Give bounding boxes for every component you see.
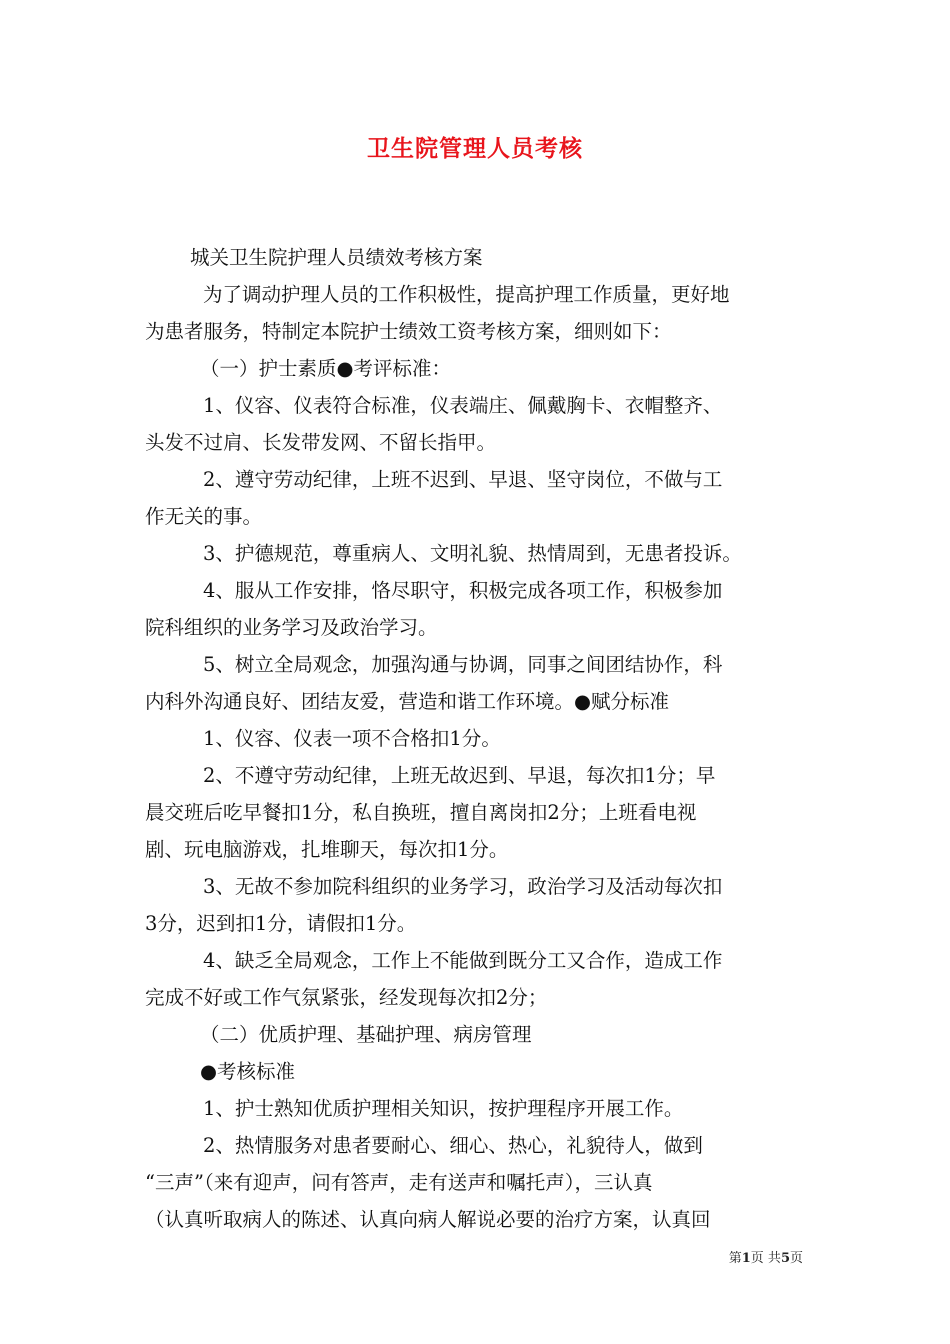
paragraph-line: 完成不好或工作气氛紧张，经发现每次扣2分； — [145, 986, 548, 1009]
paragraph-line: （一）护士素质●考评标准： — [200, 357, 452, 380]
paragraph-line: 1、仪容、仪表符合标准，仪表端庄、佩戴胸卡、衣帽整齐、 — [203, 394, 723, 417]
paragraph-line: 晨交班后吃早餐扣1分，私自换班，擅自离岗扣2分；上班看电视 — [145, 801, 697, 824]
document-title: 卫生院管理人员考核 — [367, 135, 583, 162]
document-subtitle: 城关卫生院护理人员绩效考核方案 — [190, 246, 483, 269]
paragraph-line: 2、遵守劳动纪律，上班不迟到、早退、坚守岗位，不做与工 — [203, 468, 723, 491]
paragraph-line: 头发不过肩、长发带发网、不留长指甲。 — [145, 431, 497, 454]
paragraph-line: 4、服从工作安排，恪尽职守，积极完成各项工作，积极参加 — [203, 579, 723, 602]
paragraph-line: 3、护德规范，尊重病人、文明礼貌、热情周到，无患者投诉。 — [203, 542, 742, 565]
paragraph-line: 1、护士熟知优质护理相关知识，按护理程序开展工作。 — [203, 1097, 684, 1120]
footer-prefix: 第 — [728, 1251, 742, 1266]
paragraph-line: 3分，迟到扣1分，请假扣1分。 — [145, 912, 417, 935]
paragraph-line: 为了调动护理人员的工作积极性，提高护理工作质量，更好地 — [203, 283, 730, 306]
paragraph-line: （二）优质护理、基础护理、病房管理 — [200, 1023, 532, 1046]
paragraph-line: 5、树立全局观念，加强沟通与协调，同事之间团结协作，科 — [203, 653, 723, 676]
footer-total-pages: 5 — [780, 1251, 790, 1266]
footer-suffix: 页 — [789, 1251, 803, 1266]
paragraph-line: 作无关的事。 — [145, 505, 263, 528]
page-footer — [729, 1247, 803, 1266]
paragraph-line: ●考核标准 — [200, 1060, 296, 1083]
footer-current-page: 1 — [741, 1251, 751, 1266]
paragraph-line: 内科外沟通良好、团结友爱，营造和谐工作环境。●赋分标准 — [145, 690, 670, 713]
paragraph-line: 剧、玩电脑游戏，扎堆聊天，每次扣1分。 — [145, 838, 509, 861]
paragraph-line: （认真听取病人的陈述、认真向病人解说必要的治疗方案，认真回 — [145, 1208, 711, 1231]
footer-middle: 页 共 — [750, 1251, 781, 1266]
paragraph-line: 为患者服务，特制定本院护士绩效工资考核方案，细则如下： — [145, 320, 672, 343]
paragraph-line: 1、仪容、仪表一项不合格扣1分。 — [203, 727, 501, 750]
paragraph-line: 3、无故不参加院科组织的业务学习，政治学习及活动每次扣 — [203, 875, 723, 898]
paragraph-line: 院科组织的业务学习及政治学习。 — [145, 616, 438, 639]
paragraph-line: “三声”（来有迎声，问有答声，走有送声和嘱托声），三认真 — [145, 1171, 653, 1194]
paragraph-line: 2、不遵守劳动纪律，上班无故迟到、早退，每次扣1分；早 — [203, 764, 716, 787]
paragraph-line: 2、热情服务对患者要耐心、细心、热心，礼貌待人，做到 — [203, 1134, 703, 1157]
paragraph-line: 4、缺乏全局观念，工作上不能做到既分工又合作，造成工作 — [203, 949, 723, 972]
